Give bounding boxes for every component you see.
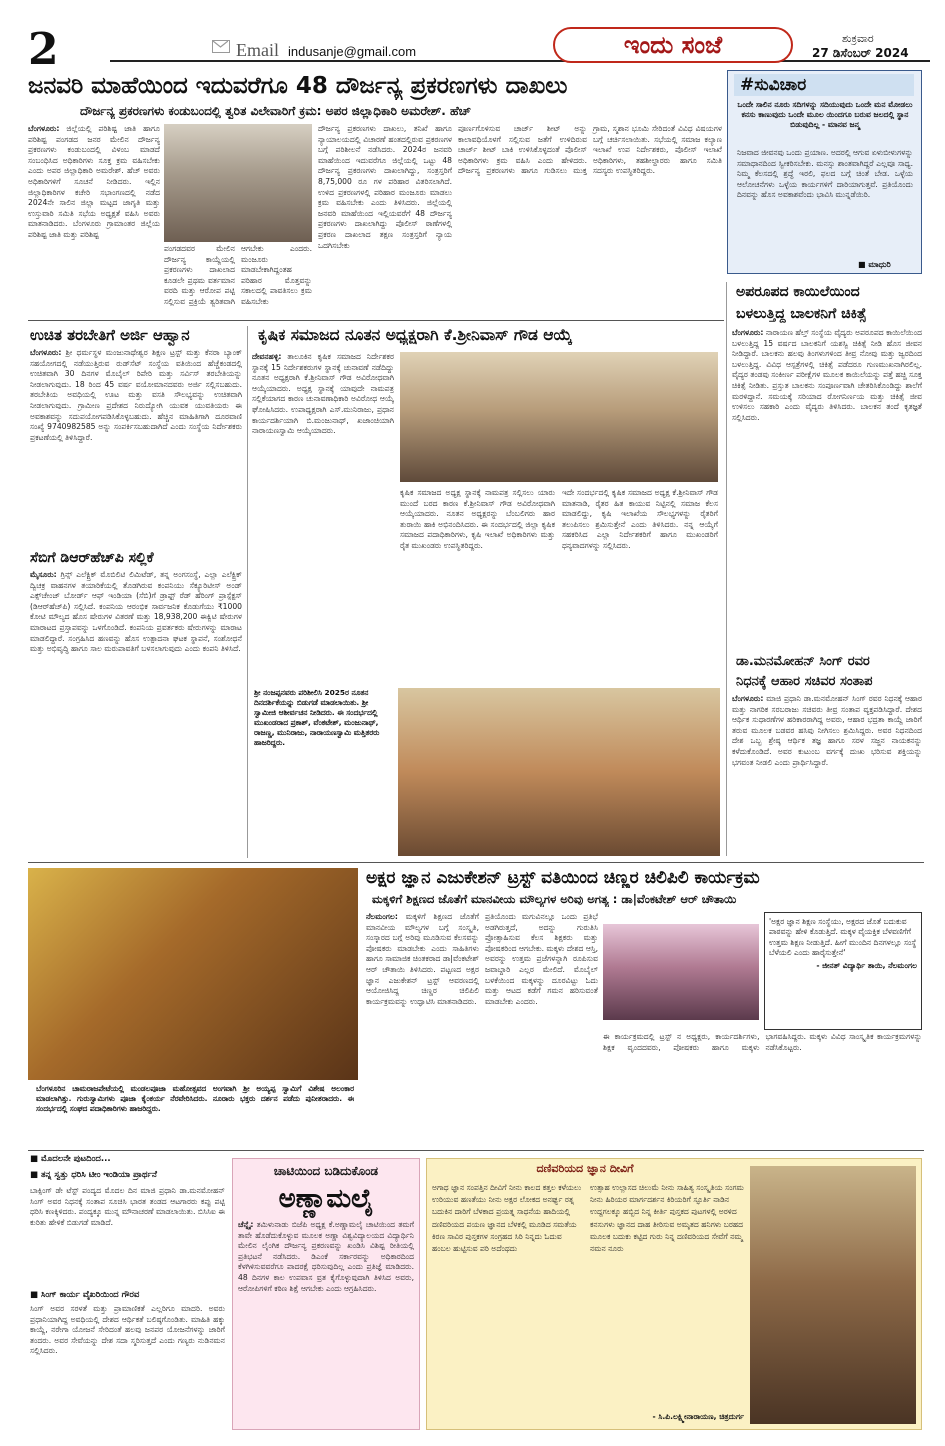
story1-col3: ದೌರ್ಜನ್ಯ ಪ್ರಕರಣಗಳು ದಾಖಲು, ತನಿಖೆ ಹಾಗೂ ನ್ಯಾಯಾಲಯದಲ್ಲಿ ವಿಚಾರಣೆ ಹಂತದಲ್ಲಿರುವ ಪ್ರಕರಣಗಳ ಬಗ್ಗೆ ಪರಿಶೀಲನೆ ನಡೆಸಿದರು. 2024ರ ಜನವರಿ ಮಾಹೆಯಿಂದ ಇದುವರೆಗೂ ಜಿಲ್ಲೆಯಲ್ಲಿ ಒಟ್ಟು 48 ದೌರ್ಜನ್ಯ ಪ್ರಕರಣಗಳು ದಾಖಲಾಗಿದ್ದು, ಸಂತ್ರಸ್ತರಿಗೆ 8,75,000 ರೂ ಗಳ ಪರಿಹಾರ ವಿತರಿಸಲಾಗಿದೆ. ಉಳಿದ ಪ್ರಕರಣಗಳಲ್ಲಿ ಪರಿಹಾರ ಮಂಜೂರು ಮಾಡಲು ಕ್ರಮ ವಹಿಸಬೇಕು ಎಂದು ತಿಳಿಸಿದರು. ಜಿಲ್ಲೆಯಲ್ಲಿ ಜನವರಿ ಮಾಹೆಯಿಂದ ಇಲ್ಲಿಯವರೆಗೆ 48 ದೌರ್ಜನ್ಯ ಪ್ರಕರಣಗಳು ದಾಖಲಾಗಿದ್ದು ಪೊಲೀಸ್ ಠಾಣೆಗಳಲ್ಲಿ ಪ್ರಕರಣ ದಾಖಲಾದ ತಕ್ಷಣ ಸಂತ್ರಸ್ತರಿಗೆ ನ್ಯಾಯ ಒದಗಿಸಬೇಕು	[318, 124, 452, 250]
annamalai-body: ಚೆನ್ನೈ: ತಮಿಳುನಾಡು ಬಿಜೆಪಿ ಅಧ್ಯಕ್ಷ ಕೆ.ಅಣ್ಣಾಮಲೈ ಚಾಟಿಯಿಂದ ತಮಗೆ ತಾವೇ ಹೊಡೆದುಕೊಳ್ಳುವ ಮೂಲಕ ಅಣ್ಣಾ ವಿಶ್ವವಿದ್ಯಾಲಯದ ವಿದ್ಯಾರ್ಥಿನಿ ಮೇಲಿನ ಲೈಂಗಿಕ ದೌರ್ಜನ್ಯ ಪ್ರಕರಣವನ್ನು ಖಂಡಿಸಿ ವಿಶಿಷ್ಟ ರೀತಿಯಲ್ಲಿ ಪ್ರತಿಭಟನೆ ನಡೆಸಿದರು. ಡಿಎಂಕೆ ಸರ್ಕಾರವನ್ನು ಅಧಿಕಾರದಿಂದ ಕೆಳಗಿಳಿಸುವವರೆಗೂ ಪಾದರಕ್ಷೆ ಧರಿಸುವುದಿಲ್ಲ ಎಂದು ಪ್ರತಿಜ್ಞೆ ಮಾಡಿದರು. 48 ದಿನಗಳ ಕಾಲ ಉಪವಾಸ ವ್ರತ ಕೈಗೊಳ್ಳುವುದಾಗಿ ತಿಳಿಸಿದ ಅವರು, ಆರೋಪಿಗಳಿಗೆ ಕಠಿಣ ಶಿಕ್ಷೆ ಆಗಬೇಕು ಎಂದು ಆಗ್ರಹಿಸಿದರು.	[238, 1220, 414, 1293]
story5-headline-1: ಅಪರೂಪದ ಕಾಯಿಲೆಯಿಂದ	[736, 284, 860, 300]
issue-date: 27 ಡಿಸೆಂಬರ್ 2024	[812, 46, 909, 60]
story4-col2: ಕೃಷಿಕ ಸಮಾಜದ ಅಧ್ಯಕ್ಷ ಸ್ಥಾನಕ್ಕೆ ನಾಮಪತ್ರ ಸಲ್ಲಿಸಲು ಯಾರು ಮುಂದೆ ಬರದ ಕಾರಣ ಕೆ.ಶ್ರೀನಿವಾಸ್ ಗೌಡ ಅವಿರೋಧವಾಗಿ ಆಯ್ಕೆಯಾದರು. ನೂತನ ಅಧ್ಯಕ್ಷರನ್ನು ಬೆಂಬಲಿಗರು ಹಾರ ತುರಾಯಿ ಹಾಕಿ ಅಭಿನಂದಿಸಿದರು. ಈ ಸಂದರ್ಭದಲ್ಲಿ ಜಿಲ್ಲಾ ಕೃಷಿಕ ಸಮಾಜದ ಪದಾಧಿಕಾರಿಗಳು, ಕೃಷಿ ಇಲಾಖೆ ಅಧಿಕಾರಿಗಳು ಮತ್ತು ರೈತ ಮುಖಂಡರು ಉಪಸ್ಥಿತರಿದ್ದರು.	[400, 488, 555, 550]
story8-col2: ಪ್ರತಿಯೊಂದು ಮಗುವಿನಲ್ಲೂ ಒಂದು ಪ್ರತಿಭೆ ಅಡಗಿರುತ್ತದೆ, ಅದನ್ನು ಗುರುತಿಸಿ ಪ್ರೋತ್ಸಾಹಿಸುವ ಕೆಲಸ ಶಿಕ್ಷಕರು ಮತ್ತು ಪೋಷಕರಿಂದ ಆಗಬೇಕು. ಮಕ್ಕಳು ದೇಶದ ಆಸ್ತಿ, ಅವರನ್ನು ಉತ್ತಮ ಪ್ರಜೆಗಳನ್ನಾಗಿ ರೂಪಿಸುವ ಜವಾಬ್ದಾರಿ ಎಲ್ಲರ ಮೇಲಿದೆ. ಮೊಬೈಲ್ ಬಳಕೆಯಿಂದ ಮಕ್ಕಳನ್ನು ದೂರವಿಟ್ಟು ಓದು ಮತ್ತು ಆಟದ ಕಡೆಗೆ ಗಮನ ಹರಿಸುವಂತೆ ಮಾಡಬೇಕು ಎಂದರು.	[485, 912, 598, 1006]
story3-body: ಮೈಸೂರು: ಗ್ರಿನ್ಸ್ ಎಲೆಕ್ಟ್ರಿಕ್ ಮೊಬಿಲಿಟಿ ಲಿಮಿಟೆಡ್, ತನ್ನ ಅಂಗಸಂಸ್ಥೆ, ಎಲ್ಲಾ ಎಲೆಕ್ಟ್ರಿಕ್ ದ್ವಿಚಕ್ರ ವಾಹನಗಳ ತಯಾರಿಕೆಯಲ್ಲಿ ತೊಡಗಿರುವ ಕಂಪನಿಯು ಸೆಕ್ಯೂರಿಟೀಸ್ ಅಂಡ್ ಎಕ್ಸ್‌ಚೇಂಜ್ ಬೋರ್ಡ್ ಆಫ್ ಇಂಡಿಯಾ (ಸೆಬಿ)ಗೆ ಡ್ರಾಫ್ಟ್ ರೆಡ್ ಹೆರಿಂಗ್ ಪ್ರಾಸ್ಪೆಕ್ಟಸ್ (ಡಿಆರ್‌ಹೆಚ್‌ಪಿ) ಸಲ್ಲಿಸಿದೆ. ಕಂಪನಿಯ ಆರಂಭಿಕ ಸಾರ್ವಜನಿಕ ಕೊಡುಗೆಯು ₹1000 ಕೋಟಿ ಮೌಲ್ಯದ ಹೊಸ ಷೇರುಗಳ ವಿತರಣೆ ಮತ್ತು 18,938,200 ಈಕ್ವಿಟಿ ಷೇರುಗಳ ಮಾರಾಟದ ಪ್ರಸ್ತಾಪವನ್ನು ಒಳಗೊಂಡಿದೆ. ಕಂಪನಿಯ ಪ್ರವರ್ತಕರು ಷೇರುಗಳನ್ನು ಮಾರಾಟ ಮಾಡಲಿದ್ದಾರೆ. ಸಂಗ್ರಹಿಸಿದ ಹಣವನ್ನು ಹೊಸ ಉತ್ಪಾದನಾ ಘಟಕ ಸ್ಥಾಪನೆ, ಸಂಶೋಧನೆ ಮತ್ತು ಅಭಿವೃದ್ಧಿ ಹಾಗೂ ಸಾಲ ಮರುಪಾವತಿಗೆ ಬಳಸಲಾಗುವುದು ಎಂದು ಕಂಪನಿ ತಿಳಿಸಿದೆ.	[30, 570, 242, 654]
divider	[28, 1150, 924, 1151]
team-india-body: ಬಾಕ್ಸಿಂಗ್ ಡೇ ಟೆಸ್ಟ್ ಪಂದ್ಯದ ಮೊದಲ ದಿನ ಮಾಜಿ ಪ್ರಧಾನಿ ಡಾ.ಮನಮೋಹನ್ ಸಿಂಗ್ ಅವರ ನಿಧನಕ್ಕೆ ಸಂತಾಪ ಸೂಚಿಸಿ ಭಾರತ ತಂಡದ ಆಟಗಾರರು ಕಪ್ಪು ಪಟ್ಟಿ ಧರಿಸಿ ಕಣಕ್ಕಿಳಿದರು. ಪಂದ್ಯಕ್ಕೂ ಮುನ್ನ ಮೌನಾಚರಣೆ ಮಾಡಲಾಯಿತು. ಬಿಸಿಸಿಐ ಈ ಕುರಿತು ಹೇಳಿಕೆ ಬಿಡುಗಡೆ ಮಾಡಿದೆ.	[30, 1186, 225, 1227]
story1-photo-bottom: ಪಂಗಡದವರ ಮೇಲಿನ ದೌರ್ಜನ್ಯ ಕಾಯ್ದೆಯಲ್ಲಿ ಪ್ರಕರಣಗಳು ದಾಖಲಾದ ಕೂಡಲೇ ಪ್ರಥಮ ವರ್ತಮಾನ ವರದಿ ಮತ್ತು ಆರೋಪ ಪಟ್ಟಿ ಸಲ್ಲಿಸುವ ಪ್ರಕ್ರಿಯೆ ತ್ವರಿತವಾಗಿ ಆಗಬೇಕು ಎಂದರು. ಮಂಜೂರು ಮಾಡಬೇಕಾಗಿದ್ದಂತಹ ಪರಿಹಾರ ಮೊತ್ತವನ್ನು ಸಕಾಲದಲ್ಲಿ ಪಾವತಿಸಲು ಕ್ರಮ ವಹಿಸಬೇಕು	[164, 244, 312, 306]
calendar-caption: ಶ್ರೀ ನಂಜಪ್ಪನವರು ಪರಿಶೀಲಿಸಿ 2025ರ ನೂತನ ದಿನದರ್ಶಿಕೆಯನ್ನು ಬಿಡುಗಡೆ ಮಾಡಲಾಯಿತು. ಶ್ರೀ ಸ್ವಾಮೀಜಿ ಆಶೀರ್ವಚನ ನೀಡಿದರು. ಈ ಸಂದರ್ಭದಲ್ಲಿ ಮುಖಂಡರಾದ ಪ್ರಕಾಶ್, ವೆಂಕಟೇಶ್, ಮಂಜುನಾಥ್, ರಾಜಣ್ಣ, ಮುನಿರಾಜು, ನಾರಾಯಣಸ್ವಾಮಿ ಮತ್ತಿತರರು ಹಾಜರಿದ್ದರು.	[254, 688, 380, 747]
story4-headline: ಕೃಷಿಕ ಸಮಾಜದ ನೂತನ ಅಧ್ಯಕ್ಷರಾಗಿ ಕೆ.ಶ್ರೀನಿವಾಸ್ ಗೌಡ ಆಯ್ಕೆ	[258, 326, 573, 344]
team-india-headline: ■ ತನ್ನ ಸ್ವತ್ತು ಧರಿಸಿ ಟೀಂ ಇಂಡಿಯಾ ಪ್ರಾರ್ಥನೆ	[30, 1170, 157, 1180]
suvichara-quote: ಒಂದೇ ಸಾಲಿನ ನೂರು ಸದಿಗಳನ್ನು ಸದಿಯುವುದು ಒಂದೇ ಮನ ಮೋಡಲು ಕನಸು ಕಾಣುವುದು ಒಂದೇ ಮೂಲ ಯಿಂದಗೂ ಬರುವ ಜಲದಲ್ಲಿ ಸ್ಥಾನ ಬಿಡುವುದಿಲ್ಲ - ಮಾನವ ಜನ್ಮ	[737, 100, 913, 129]
story4-col1: ದೇವನಹಳ್ಳಿ: ತಾಲೂಕಿನ ಕೃಷಿಕ ಸಮಾಜದ ನಿರ್ದೇಶಕರ ಸ್ಥಾನಕ್ಕೆ 15 ನಿರ್ದೇಶಕರುಗಳ ಸ್ಥಾನಕ್ಕೆ ಚುನಾವಣೆ ನಡೆದಿದ್ದು ನೂತನ ಅಧ್ಯಕ್ಷರಾಗಿ ಕೆ.ಶ್ರೀನಿವಾಸ್ ಗೌಡ ಅವಿರೋಧವಾಗಿ ಆಯ್ಕೆಯಾದರು. ಅಧ್ಯಕ್ಷ ಸ್ಥಾನಕ್ಕೆ ಯಾವುದೇ ನಾಮಪತ್ರ ಸಲ್ಲಿಕೆಯಾಗದ ಕಾರಣ ಚುನಾವಣಾಧಿಕಾರಿ ಅವಿರೋಧ ಆಯ್ಕೆ ಘೋಷಿಸಿದರು. ಉಪಾಧ್ಯಕ್ಷರಾಗಿ ಎಸ್.ಮುನಿರಾಜು, ಪ್ರಧಾನ ಕಾರ್ಯದರ್ಶಿಯಾಗಿ ಬಿ.ಮಂಜುನಾಥ್, ಖಜಾಂಚಿಯಾಗಿ ನಾರಾಯಣಸ್ವಾಮಿ ಆಯ್ಕೆಯಾದರು.	[252, 352, 394, 436]
story8-headline: ಅಕ್ಷರ ಜ್ಞಾನ ಎಜುಕೇಶನ್ ಟ್ರಸ್ಟ್ ವತಿಯಿಂದ ಚಿಣ್ಣರ ಚಿಲಿಪಿಲಿ ಕಾರ್ಯಕ್ರಮ	[366, 868, 760, 888]
page-number: 2	[28, 24, 59, 75]
story5-body: ಬೆಂಗಳೂರು: ನಾರಾಯಣ ಹೆಲ್ತ್ ಸಂಸ್ಥೆಯ ವೈದ್ಯರು ಅಪರೂಪದ ಕಾಯಿಲೆಯಿಂದ ಬಳಲುತ್ತಿದ್ದ 15 ವರ್ಷದ ಬಾಲಕನಿಗೆ ಯಶಸ್ವಿ ಚಿಕಿತ್ಸೆ ನೀಡಿ ಹೊಸ ಜೀವನ ನೀಡಿದ್ದಾರೆ. ಬಾಲಕನು ಹಲವು ತಿಂಗಳುಗಳಿಂದ ತೀವ್ರ ನೋವು ಮತ್ತು ಜ್ವರದಿಂದ ಬಳಲುತ್ತಿದ್ದ. ವಿವಿಧ ಆಸ್ಪತ್ರೆಗಳಲ್ಲಿ ಚಿಕಿತ್ಸೆ ಪಡೆದರೂ ಗುಣಮುಖನಾಗಿರಲಿಲ್ಲ. ವೈದ್ಯರ ತಂಡವು ಸಂಕೀರ್ಣ ಪರೀಕ್ಷೆಗಳ ಮೂಲಕ ಕಾಯಿಲೆಯನ್ನು ಪತ್ತೆ ಹಚ್ಚಿ ಸೂಕ್ತ ಚಿಕಿತ್ಸೆ ನೀಡಿತು. ಪ್ರಸ್ತುತ ಬಾಲಕನು ಸಂಪೂರ್ಣವಾಗಿ ಚೇತರಿಸಿಕೊಂಡಿದ್ದು ಶಾಲೆಗೆ ಮರಳಿದ್ದಾನೆ. ಸಮಯಕ್ಕೆ ಸರಿಯಾದ ರೋಗನಿರ್ಣಯ ಮತ್ತು ಚಿಕಿತ್ಸೆ ಜೀವ ಉಳಿಸಲು ಸಹಕಾರಿ ಎಂದು ವೈದ್ಯರು ತಿಳಿಸಿದರು. ಬಾಲಕನ ತಂದೆ ಕೃತಜ್ಞತೆ ಸಲ್ಲಿಸಿದರು.	[732, 328, 922, 422]
parent-quote-text: 'ಅಕ್ಷರ ಜ್ಞಾನ ಶಿಕ್ಷಣ ಸಂಸ್ಥೆಯು, ಅಕ್ಷರದ ಜೊತೆ ಬದುಕುವ ಪಾಠವನ್ನು ಹೇಳಿ ಕೊಡುತ್ತಿದೆ. ಮಕ್ಕಳ ವೈಯಕ್ತಿಕ ಬೆಳವಣಿಗೆಗೆ ಉತ್ತಮ ಶಿಕ್ಷಣ ನೀಡುತ್ತಿದೆ. ಹೀಗೆ ಮುಂದಿನ ದಿನಗಳಲ್ಲೂ ಸಂಸ್ಥೆ ಬೆಳೆಯಲಿ ಎಂದು ಹಾರೈಸುತ್ತೇನೆ'	[769, 917, 917, 958]
story4-col3: ಇದೇ ಸಂದರ್ಭದಲ್ಲಿ ಕೃಷಿಕ ಸಮಾಜದ ಅಧ್ಯಕ್ಷ ಕೆ.ಶ್ರೀನಿವಾಸ್ ಗೌಡ ಮಾತನಾಡಿ, ರೈತರ ಹಿತ ಕಾಯುವ ನಿಟ್ಟಿನಲ್ಲಿ ಸಮಾಜ ಕೆಲಸ ಮಾಡಲಿದ್ದು, ಕೃಷಿ ಇಲಾಖೆಯ ಸೌಲಭ್ಯಗಳನ್ನು ರೈತರಿಗೆ ತಲುಪಿಸಲು ಶ್ರಮಿಸುತ್ತೇನೆ ಎಂದು ತಿಳಿಸಿದರು. ನನ್ನ ಆಯ್ಕೆಗೆ ಸಹಕರಿಸಿದ ಎಲ್ಲಾ ನಿರ್ದೇಶಕರಿಗೆ ಹಾಗೂ ಮುಖಂಡರಿಗೆ ಧನ್ಯವಾದಗಳನ್ನು ಸಲ್ಲಿಸಿದರು.	[562, 488, 718, 550]
issue-day: ಶುಕ್ರವಾರ	[842, 32, 874, 45]
poem-title: ದಣಿವರಿಯದ ಜ್ಞಾನ ದೀವಿಗೆ	[536, 1162, 634, 1175]
email-address: indusanje@gmail.com	[288, 44, 417, 59]
parent-quote	[764, 912, 922, 1030]
divider	[28, 320, 724, 321]
suvichara-title: #ಸುವಿಚಾರ	[734, 74, 914, 96]
continued-tag: ■ ಮೊದಲನೇ ಪುಟದಿಂದ...	[30, 1154, 111, 1164]
divider	[247, 326, 248, 858]
felicitation-photo	[400, 352, 718, 482]
children-event-photo	[603, 924, 759, 1020]
ayyappa-caption: ಬೆಂಗಳೂರಿನ ಚಾಮರಾಜಪೇಟೆಯಲ್ಲಿ ಮಂಡಲಪೂಜಾ ಮಹೋತ್ಸವದ ಅಂಗವಾಗಿ ಶ್ರೀ ಅಯ್ಯಪ್ಪ ಸ್ವಾಮಿಗೆ ವಿಶೇಷ ಅಲಂಕಾರ ಮಾಡಲಾಗಿತ್ತು. ಗುರುಸ್ವಾಮಿಗಳು ಪೂಜಾ ಕೈಂಕರ್ಯ ನೆರವೇರಿಸಿದರು. ನೂರಾರು ಭಕ್ತರು ದರ್ಶನ ಪಡೆದು ಪುನೀತರಾದರು. ಈ ಸಂದರ್ಭದಲ್ಲಿ ಸಂಘದ ಪದಾಧಿಕಾರಿಗಳು ಹಾಜರಿದ್ದರು.	[36, 1084, 354, 1113]
poem-credit: - ಸಿ.ಪಿ.ಲಕ್ಷ್ಮೀನಾರಾಯಣ, ಚಿತ್ರದುರ್ಗ	[652, 1412, 744, 1421]
masthead-logo: ಇಂದು ಸಂಜೆ	[553, 27, 793, 63]
meeting-photo	[164, 124, 312, 242]
story1-headline: ಜನವರಿ ಮಾಹೆಯಿಂದ ಇದುವರೆಗೂ 48 ದೌರ್ಜನ್ಯ ಪ್ರಕರಣಗಳು ದಾಖಲು	[28, 73, 568, 99]
annamalai-headline: ಅಣ್ಣಾಮಲೈ	[278, 1184, 374, 1214]
story2-headline: ಉಚಿತ ತರಬೇತಿಗೆ ಅರ್ಜಿ ಆಹ್ವಾನ	[30, 326, 190, 344]
calendar-release-photo	[398, 688, 720, 856]
poem-col2: ಉತ್ಸಾಹ ಉಲ್ಲಾಸದ ಚಿಲುಮೆ ನೀನು ಸಾಹಿತ್ಯ ಸಂಸ್ಕೃತಿಯ ಸಂಗಮ ನೀನು ಹಿರಿಯರ ಮಾರ್ಗದರ್ಶನ ಕಿರಿಯರಿಗೆ ಸ್ಫೂರ್ತಿ ನಾಡಿನ ಉದ್ದಗಲಕ್ಕೂ ಹಬ್ಬಿದ ನಿನ್ನ ಕೀರ್ತಿ ಪುಸ್ತಕದ ಪುಟಗಳಲ್ಲಿ ಅರಳಿದ ಕನಸುಗಳು ಜ್ಞಾನದ ದಾಹ ತೀರಿಸುವ ಅಮೃತದ ಹನಿಗಳು ಬರಹದ ಮೂಲಕ ಬದುಕು ಕಟ್ಟಿದ ಗುರು ನಿನ್ನ ದಣಿವರಿಯದ ಸೇವೆಗೆ ನಮ್ಮ ನಮನ ನೂರು	[590, 1183, 744, 1254]
email-label: Email	[236, 40, 279, 60]
story5-headline-2: ಬಳಲುತ್ತಿದ್ದ ಬಾಲಕನಿಗೆ ಚಿಕಿತ್ಸೆ	[736, 306, 867, 322]
story1-col4: ಪೂರ್ಣಗೊಳಿಸುವ ಚಾರ್ಜ್ ಶೀಟ್ ಅನ್ನು ಕಾಲಾವಧಿಯೊಳಗೆ ಸಲ್ಲಿಸುವ ಜತೆಗೆ ಉಳಿದಿರುವ ಚಾರ್ಜ್ ಶೀಟ್ ಬಾಕಿ ಉಳಿಸಿಕೊಳ್ಳದಂತೆ ಪೊಲೀಸ್ ಅಧಿಕಾರಿಗಳು ಕ್ರಮ ವಹಿಸಿ ಎಂದು ಹೇಳಿದರು. ದೌರ್ಜನ್ಯ ಪ್ರಕರಣಗಳು ಹಾಗೂ ಗುಡಿಸಲು ಮುಕ್ತ ಗ್ರಾಮ, ಸ್ಮಶಾನ ಭೂಮಿ ಸೇರಿದಂತೆ ವಿವಿಧ ವಿಷಯಗಳ ಬಗ್ಗೆ ಚರ್ಚಿಸಲಾಯಿತು. ಸಭೆಯಲ್ಲಿ ಸಮಾಜ ಕಲ್ಯಾಣ ಇಲಾಖೆ ಉಪ ನಿರ್ದೇಶಕರು, ಪೊಲೀಸ್ ಇಲಾಖೆ ಅಧಿಕಾರಿಗಳು, ತಹಶೀಲ್ದಾರರು ಹಾಗೂ ಸಮಿತಿ ಸದಸ್ಯರು ಉಪಸ್ಥಿತರಿದ್ದರು.	[458, 124, 722, 176]
story8-subhead: ಮಕ್ಕಳಿಗೆ ಶಿಕ್ಷಣದ ಜೊತೆಗೆ ಮಾನವೀಯ ಮೌಲ್ಯಗಳ ಅರಿವು ಅಗತ್ಯ : ಡಾ|ವೆಂಕಟೇಶ್ ಆರ್ ಚೌತಾಯಿ	[372, 892, 737, 906]
annamalai-kicker: ಚಾಟಿಯಿಂದ ಬಡಿದುಕೊಂಡ	[273, 1164, 379, 1178]
divider	[28, 862, 924, 863]
story8-col3: ಈ ಕಾರ್ಯಕ್ರಮದಲ್ಲಿ ಟ್ರಸ್ಟ್ ನ ಅಧ್ಯಕ್ಷರು, ಕಾರ್ಯದರ್ಶಿಗಳು, ಶಿಕ್ಷಕ ವೃಂದದವರು, ಪೋಷಕರು ಹಾಗೂ ಮಕ್ಕಳು ಭಾಗವಹಿಸಿದ್ದರು. ಮಕ್ಕಳು ವಿವಿಧ ಸಾಂಸ್ಕೃತಿಕ ಕಾರ್ಯಕ್ರಮಗಳನ್ನು ನಡೆಸಿಕೊಟ್ಟರು.	[603, 1032, 922, 1052]
story6-headline-2: ನಿಧನಕ್ಕೆ ಆಹಾರ ಸಚಿವರ ಸಂತಾಪ	[736, 674, 873, 689]
singh-headline: ■ ಸಿಂಗ್ ಕಾರ್ಯ ವೈಖರಿಯಿಂದ ಗೌರವ	[30, 1290, 140, 1300]
divider	[726, 282, 727, 856]
story3-headline: ಸೆಬಿಗೆ ಡಿಆರ್‌ಹೆಚ್‌ಪಿ ಸಲ್ಲಿಕೆ	[30, 550, 154, 566]
story1-subhead: ದೌರ್ಜನ್ಯ ಪ್ರಕರಣಗಳು ಕಂಡುಬಂದಲ್ಲಿ ತ್ವರಿತ ವಿಲೇವಾರಿಗೆ ಕ್ರಮ: ಅಪರ ಜಿಲ್ಲಾಧಿಕಾರಿ ಅಮರೇಶ್. ಹೆಚ್	[80, 104, 471, 118]
story8-col1: ನೆಲಮಂಗಲ: ಮಕ್ಕಳಿಗೆ ಶಿಕ್ಷಣದ ಜೊತೆಗೆ ಮಾನವೀಯ ಮೌಲ್ಯಗಳ ಬಗ್ಗೆ ಸಂಸ್ಕೃತಿ, ಸಂಸ್ಕಾರದ ಬಗ್ಗೆ ಅರಿವು ಮೂಡಿಸುವ ಕೆಲಸವನ್ನು ಪೋಷಕರು ಮಾಡಬೇಕು ಎಂದು ಸಾಹಿತಿಗಳು ಹಾಗೂ ಸಾಮಾಜಿಕ ಚಿಂತಕರಾದ ಡಾ|ವೆಂಕಟೇಶ್ ಆರ್ ಚೌತಾಯಿ ತಿಳಿಸಿದರು. ಪಟ್ಟಣದ ಅಕ್ಷರ ಜ್ಞಾನ ಎಜುಕೇಶನ್ ಟ್ರಸ್ಟ್ ಆವರಣದಲ್ಲಿ ಆಯೋಜಿಸಿದ್ದ ಚಿಣ್ಣರ ಚಿಲಿಪಿಲಿ ಕಾರ್ಯಕ್ರಮವನ್ನು ಉದ್ಘಾಟಿಸಿ ಮಾತನಾಡಿದರು.	[366, 912, 479, 1006]
story2-body: ಬೆಂಗಳೂರು: ಶ್ರೀ ಧರ್ಮಸ್ಥಳ ಮಂಜುನಾಥೇಶ್ವರ ಶಿಕ್ಷಣ ಟ್ರಸ್ಟ್ ಮತ್ತು ಕೆನರಾ ಬ್ಯಾಂಕ್ ಸಹಯೋಗದಲ್ಲಿ ನಡೆಯುತ್ತಿರುವ ರುಡ್‌ಸೆಟ್ ಸಂಸ್ಥೆಯ ವತಿಯಿಂದ ಹೆಚ್ಚೆಕಂಡದಲ್ಲಿ ಉಚಿತವಾಗಿ 30 ದಿನಗಳ ಮೊಬೈಲ್ ರಿಪೇರಿ ಮತ್ತು ಸರ್ವಿಸ್ ತರಬೇತಿಯನ್ನು ನೀಡಲಾಗುವುದು. 18 ರಿಂದ 45 ವರ್ಷ ವಯೋಮಾನದವರು ಅರ್ಜಿ ಸಲ್ಲಿಸಬಹುದು. ತರಬೇತಿಯ ಅವಧಿಯಲ್ಲಿ ಊಟ ಮತ್ತು ವಸತಿ ಸೌಲಭ್ಯವನ್ನು ಉಚಿತವಾಗಿ ನೀಡಲಾಗುವುದು. ಗ್ರಾಮೀಣ ಪ್ರದೇಶದ ನಿರುದ್ಯೋಗಿ ಯುವಕ ಯುವತಿಯರು ಈ ಅವಕಾಶವನ್ನು ಸದುಪಯೋಗಪಡಿಸಿಕೊಳ್ಳಬಹುದು. ಹೆಚ್ಚಿನ ಮಾಹಿತಿಗಾಗಿ ದೂರವಾಣಿ ಸಂಖ್ಯೆ 9740982585 ಅನ್ನು ಸಂಪರ್ಕಿಸಬಹುದಾಗಿದೆ ಎಂದು ಸಂಸ್ಥೆಯ ನಿರ್ದೇಶಕರು ಪ್ರಕಟಣೆಯಲ್ಲಿ ತಿಳಿಸಿದ್ದಾರೆ.	[30, 348, 242, 442]
poem-col1: ಅಗಾಧ ಜ್ಞಾನ ಸಂಪತ್ತಿನ ದೀವಿಗೆ ನೀನು ಕಾಲದ ಕತ್ತಲ ಕಳೆಯಲು ಉರಿಯುವ ಹಣತೆಯು ನೀನು ಅಕ್ಷರ ಲೋಕದ ಅನರ್ಘ್ಯ ರತ್ನ ಬದುಕಿನ ದಾರಿಗೆ ಬೆಳಕಾದ ಪ್ರಯತ್ನ ಸಾಧನೆಯ ಹಾದಿಯಲ್ಲಿ ದಣಿವರಿಯದ ಪಯಣ ಜ್ಞಾನದ ಬೆಳಕಲ್ಲಿ ಮೂಡಿದ ಸಮತೆಯ ಕಿರಣ ಸಾವಿರ ಪುಸ್ತಕಗಳ ಸಂಗ್ರಹದ ಸಿರಿ ನಿನ್ನದು ಓದುವ ಹಂಬಲ ಹುಟ್ಟಿಸುವ ಪರಿ ಅದೆಂಥದು	[432, 1183, 582, 1254]
suvichara-credit: ■ ಮಾಧುರಿ	[858, 260, 891, 269]
library-photo	[750, 1166, 916, 1424]
story1-col1: ಬೆಂಗಳೂರು: ಜಿಲ್ಲೆಯಲ್ಲಿ ಪರಿಶಿಷ್ಟ ಜಾತಿ ಹಾಗೂ ಪರಿಶಿಷ್ಟ ಪಂಗಡದ ಜನರ ಮೇಲಿನ ದೌರ್ಜನ್ಯ ಪ್ರಕರಣಗಳು ಕಂಡುಬಂದಲ್ಲಿ ವಿಳಂಬ ಮಾಡದೆ ಸಂಬಂಧಿಸಿದ ಅಧಿಕಾರಿಗಳು ಸೂಕ್ತ ಕ್ರಮ ವಹಿಸಬೇಕು ಎಂದು ಅಪರ ಜಿಲ್ಲಾಧಿಕಾರಿ ಅಮರೇಶ್. ಹೆಚ್ ಅವರು ಅಧಿಕಾರಿಗಳಿಗೆ ಸೂಚನೆ ನೀಡಿದರು. ಇಲ್ಲಿನ ಜಿಲ್ಲಾಧಿಕಾರಿಗಳ ಕಚೇರಿ ಸಭಾಂಗಣದಲ್ಲಿ ನಡೆದ 2024ನೇ ಸಾಲಿನ ಜಿಲ್ಲಾ ಮಟ್ಟದ ಜಾಗೃತಿ ಮತ್ತು ಉಸ್ತುವಾರಿ ಸಮಿತಿ ಸಭೆಯ ಅಧ್ಯಕ್ಷತೆ ವಹಿಸಿ ಅವರು ಮಾತನಾಡಿದರು. ಬೆಂಗಳೂರು ಗ್ರಾಮಾಂತರ ಜಿಲ್ಲೆಯ ಪರಿಶಿಷ್ಟ ಜಾತಿ ಮತ್ತು ಪರಿಶಿಷ್ಟ	[28, 124, 160, 239]
ayyappa-pooja-photo	[28, 868, 358, 1080]
header-rule	[110, 60, 930, 62]
parent-quote-credit: - ಜೀನತ್ ವಿದ್ಯಾರ್ಥಿ ತಾಯಿ, ನೆಲಮಂಗಲ	[816, 960, 917, 970]
story6-headline-1: ಡಾ.ಮನಮೋಹನ್ ಸಿಂಗ್ ರವರ	[736, 654, 870, 669]
story6-body: ಬೆಂಗಳೂರು: ಮಾಜಿ ಪ್ರಧಾನಿ ಡಾ.ಮನಮೋಹನ್ ಸಿಂಗ್ ರವರ ನಿಧನಕ್ಕೆ ಆಹಾರ ಮತ್ತು ನಾಗರಿಕ ಸರಬರಾಜು ಸಚಿವರು ತೀವ್ರ ಸಂತಾಪ ವ್ಯಕ್ತಪಡಿಸಿದ್ದಾರೆ. ದೇಶದ ಆರ್ಥಿಕ ಸುಧಾರಣೆಗಳ ಹರಿಕಾರರಾಗಿದ್ದ ಅವರು, ಆಹಾರ ಭದ್ರತಾ ಕಾಯ್ದೆ ಜಾರಿಗೆ ತರುವ ಮೂಲಕ ಬಡವರ ಹಸಿವು ನೀಗಿಸಲು ಶ್ರಮಿಸಿದ್ದರು. ಅವರ ನಿಧನದಿಂದ ದೇಶ ಒಬ್ಬ ಶ್ರೇಷ್ಠ ಆರ್ಥಿಕ ತಜ್ಞ ಹಾಗೂ ಸರಳ ಸಜ್ಜನ ನಾಯಕನನ್ನು ಕಳೆದುಕೊಂಡಿದೆ. ಅವರ ಕುಟುಂಬ ವರ್ಗಕ್ಕೆ ದುಃಖ ಭರಿಸುವ ಶಕ್ತಿಯನ್ನು ಭಗವಂತ ನೀಡಲಿ ಎಂದು ಪ್ರಾರ್ಥಿಸಿದ್ದಾರೆ.	[732, 694, 922, 767]
singh-body: ಸಿಂಗ್ ಅವರ ಸರಳತೆ ಮತ್ತು ಪ್ರಾಮಾಣಿಕತೆ ಎಲ್ಲರಿಗೂ ಮಾದರಿ. ಅವರು ಪ್ರಧಾನಿಯಾಗಿದ್ದ ಅವಧಿಯಲ್ಲಿ ದೇಶದ ಆರ್ಥಿಕತೆ ಬಲಿಷ್ಠಗೊಂಡಿತು. ಮಾಹಿತಿ ಹಕ್ಕು ಕಾಯ್ದೆ, ನರೇಗಾ ಯೋಜನೆ ಸೇರಿದಂತೆ ಹಲವು ಜನಪರ ಯೋಜನೆಗಳನ್ನು ಜಾರಿಗೆ ತಂದರು. ಅವರ ಸೇವೆಯನ್ನು ದೇಶ ಸದಾ ಸ್ಮರಿಸುತ್ತದೆ ಎಂದು ಗಣ್ಯರು ನುಡಿನಮನ ಸಲ್ಲಿಸಿದರು.	[30, 1304, 225, 1356]
envelope-icon	[212, 40, 230, 53]
suvichara-body: ನಿಜವಾದ ಜೀವನವು ಒಂದು ಪ್ರಯಾಣ. ಅದರಲ್ಲಿ ಆಗುವ ಏಳುಬೀಳುಗಳನ್ನು ಸಮಾಧಾನದಿಂದ ಸ್ವೀಕರಿಸಬೇಕು. ಮನಸ್ಸು ಶಾಂತವಾಗಿದ್ದರೆ ಎಲ್ಲವೂ ಸಾಧ್ಯ. ನಿಮ್ಮ ಕೆಲಸದಲ್ಲಿ ಶ್ರದ್ಧೆ ಇರಲಿ, ಫಲದ ಬಗ್ಗೆ ಚಿಂತೆ ಬೇಡ. ಒಳ್ಳೆಯ ಆಲೋಚನೆಗಳು ಒಳ್ಳೆಯ ಕಾರ್ಯಗಳಿಗೆ ದಾರಿಯಾಗುತ್ತವೆ. ಪ್ರತಿಯೊಂದು ದಿನವನ್ನು ಹೊಸ ಅವಕಾಶವೆಂದು ಭಾವಿಸಿ ಮುನ್ನಡೆಯಿರಿ.	[737, 148, 913, 200]
